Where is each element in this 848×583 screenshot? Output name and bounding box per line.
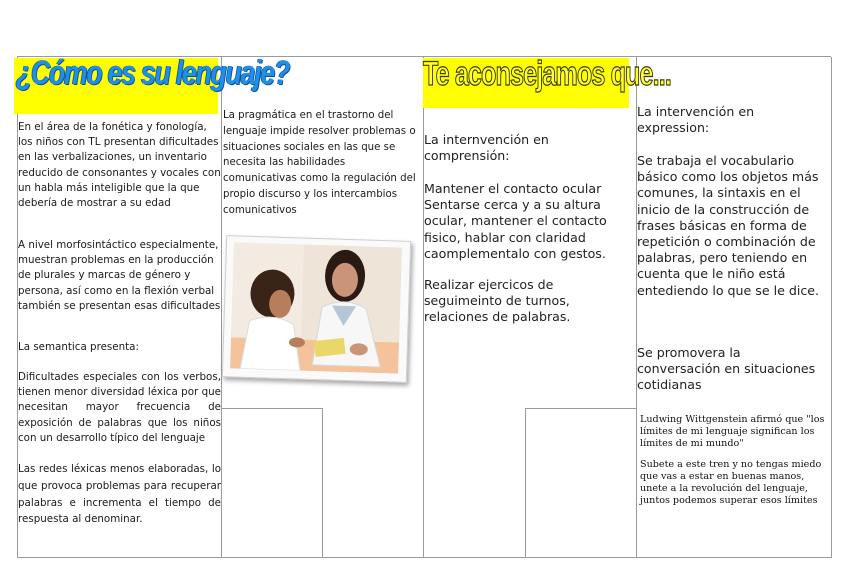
therapy-photo-frame	[222, 235, 411, 383]
page-title: ¿Cómo es su lenguaje?	[16, 54, 290, 92]
column-divider	[831, 57, 832, 558]
conversation-paragraph: Se promovera la conversación en situaciones cotidianas	[637, 345, 816, 393]
pragmatics-paragraph: La pragmática en el trastorno del lenguaje impide resolver problemas o situaciones sociales en las que se necesita las habilidades comunicativas como la regulación del propio discurso y los intercambios comunicativos	[223, 110, 416, 216]
box-line	[525, 408, 526, 558]
comprehension-heading: La internvención en comprensión:	[424, 132, 549, 164]
lexical-networks-paragraph: Las redes léxicas menos elaboradas, lo que provoca problemas para recuperar palabras e incrementa el tiempo de respuesta al denominar.	[18, 463, 221, 526]
morphosyntax-paragraph: A nivel morfosintáctico especialmente, muestran problemas en la producción de plurales y marcas de género y persona, así como en la flexión verbal también se presentan esas dificultades	[18, 239, 221, 312]
therapy-photo	[230, 242, 402, 373]
expression-heading: La intervención en expression:	[637, 104, 755, 136]
bottom-border	[17, 557, 831, 558]
comprehension-paragraph: Mantener el contacto ocular Sentarse cerca y a su altura ocular, mantener el contacto fisico, hablar con claridad caomplementalo con gestos.	[424, 181, 607, 261]
semantics-verbs-paragraph: Dificultades especiales con los verbos, tienen menor diversidad léxica por que necesitan mayor frecuencia de exposición de palabras que los niños con un desarrollo típico del lenguaje	[18, 371, 221, 444]
advice-title-highlight	[423, 55, 671, 108]
quote-block	[640, 414, 830, 507]
wittgenstein-quote: Ludwing Wittgenstein afirmó que "los límites de mi lenguaje significan los límites de mi mundo"	[640, 414, 825, 449]
title-highlight	[14, 54, 290, 114]
closing-message: Subete a este tren y no tengas miedo que vas a estar en buenas manos, unete a la revolución del lenguaje, juntos podemos superar esos límites	[640, 459, 822, 506]
advice-title: Te aconsejamos que...	[423, 55, 671, 93]
expression-paragraph: Se trabaja el vocabulario básico como los objetos más comunes, la sintaxis en el inicio de la construcción de frases básicas en forma de repetición o combinación de palabras, pero teniendo en cuenta que le niño está entediendo lo que se le dice.	[637, 153, 820, 298]
box-line	[525, 408, 636, 409]
phonetics-paragraph: En el área de la fonética y fonología, los niños con TL presentan dificultades en las verbalizaciones, un inventario reducido de consonantes y vocales con un habla más inteligible que la que debería de mostrar a su edad	[18, 121, 221, 210]
column-divider	[221, 57, 222, 558]
semantics-label: La semantica presenta:	[18, 341, 139, 353]
box-line	[322, 408, 323, 558]
turn-taking-paragraph: Realizar ejercicos de seguimeinto de turnos, relaciones de palabras.	[424, 277, 571, 325]
box-line	[221, 408, 323, 409]
